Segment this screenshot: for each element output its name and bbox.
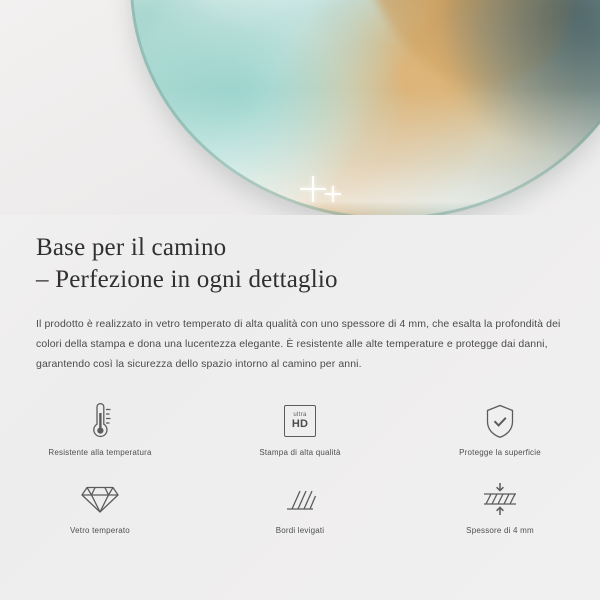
- feature-caption: Vetro temperato: [70, 526, 130, 535]
- page-title: [0, 215, 600, 296]
- description-paragraph: Il prodotto è realizzato in vetro temperato di alta qualità con uno spessore di 4 mm, che esalta la profondità dei colori della stampa e dona una lucentezza elegante. È resistente alle alte temperature e protegge dai danni, garantendo così la sicurezza dello spazio intorno al camino per anni.: [36, 318, 561, 370]
- feature-item-temperature: [0, 398, 200, 476]
- feature-item-thickness: [400, 476, 600, 554]
- polished-edges-icon: [281, 476, 319, 522]
- diamond-icon: [80, 476, 120, 522]
- thickness-arrows-icon: [480, 476, 520, 522]
- headline-line-2: – Perfezione in ogni dettaglio: [36, 266, 338, 293]
- feature-item-tempered-glass: [0, 476, 200, 554]
- feature-caption: Stampa di alta qualità: [259, 448, 341, 457]
- glass-plate-image: [130, 0, 600, 215]
- shield-check-icon: [483, 398, 517, 444]
- feature-grid: [0, 398, 600, 554]
- feature-item-surface-protection: [400, 398, 600, 476]
- feature-caption: Protegge la superficie: [459, 448, 541, 457]
- feature-item-print-quality: [200, 398, 400, 476]
- headline-line-1: Base per il camino: [36, 234, 227, 261]
- feature-caption: Bordi levigati: [275, 526, 325, 535]
- hero-image: [0, 0, 600, 215]
- feature-caption: Spessore di 4 mm: [466, 526, 534, 535]
- text-block: [0, 215, 600, 374]
- thermometer-icon: [83, 398, 117, 444]
- ultra-hd-bottom-label: HD: [291, 418, 309, 430]
- feature-item-polished-edges: [200, 476, 400, 554]
- ultra-hd-icon: [284, 398, 316, 444]
- ultra-hd-top-label: ultra: [293, 412, 307, 418]
- feature-caption: Resistente alla temperatura: [48, 448, 152, 457]
